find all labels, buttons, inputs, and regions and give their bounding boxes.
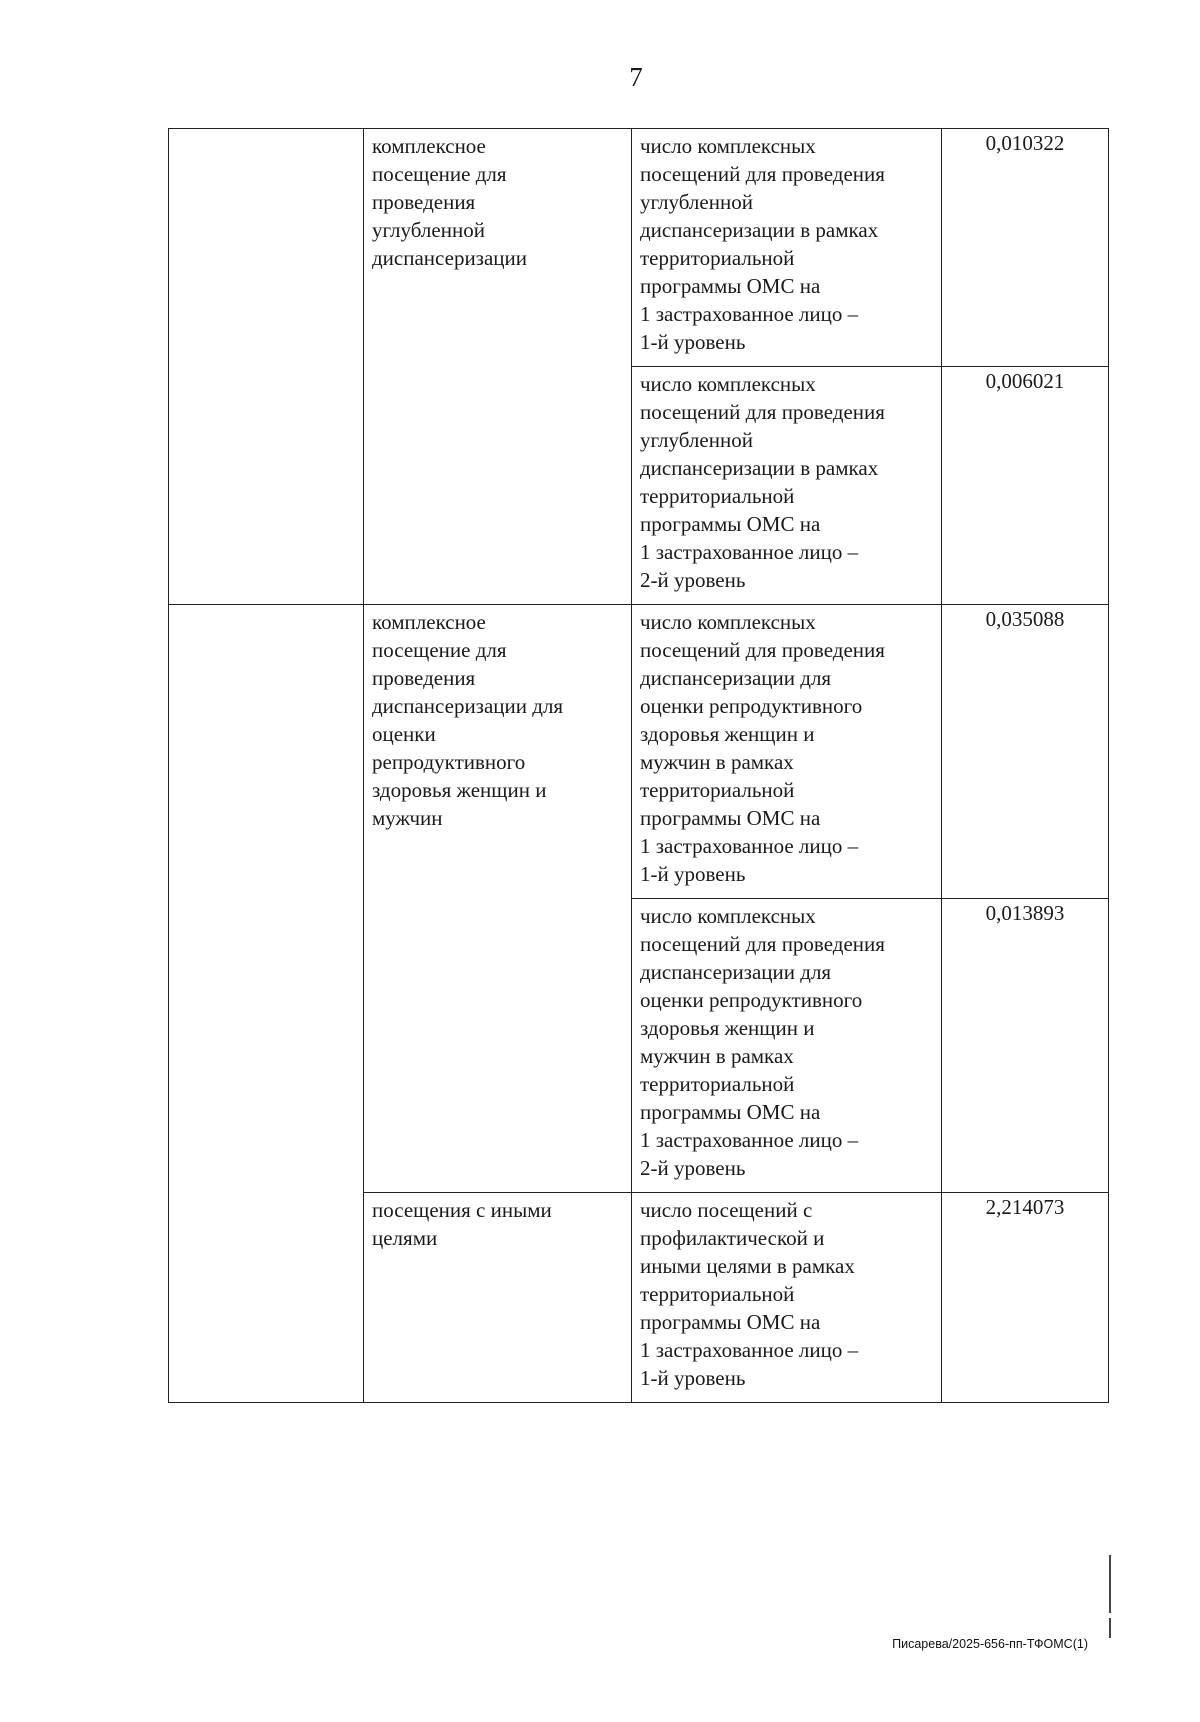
table-row: [169, 129, 1109, 367]
scan-margin-mark: [1109, 1555, 1111, 1613]
description-cell: число комплексных посещений для проведения диспансеризации для оценки репродуктивного здоровья женщин и мужчин в рамках территориальной программы ОМС на 1 застрахованное лицо – 2-й уровень: [632, 899, 942, 1193]
value-cell: 0,013893: [942, 899, 1109, 1193]
scan-margin-mark: [1109, 1618, 1111, 1638]
empty-first-column-cell: [169, 129, 364, 605]
value-cell: 0,006021: [942, 367, 1109, 605]
description-cell: число комплексных посещений для проведения углубленной диспансеризации в рамках территориальной программы ОМС на 1 застрахованное лицо – 1-й уровень: [632, 129, 942, 367]
description-cell: число комплексных посещений для проведения углубленной диспансеризации в рамках территориальной программы ОМС на 1 застрахованное лицо – 2-й уровень: [632, 367, 942, 605]
value-cell: 0,010322: [942, 129, 1109, 367]
indicator-table: [168, 128, 1109, 1403]
category-cell: посещения с иными целями: [364, 1193, 632, 1403]
category-cell: комплексное посещение для проведения углубленной диспансеризации: [364, 129, 632, 605]
page-number: 7: [629, 62, 643, 92]
empty-first-column-cell: [169, 605, 364, 1403]
category-cell: комплексное посещение для проведения диспансеризации для оценки репродуктивного здоровья женщин и мужчин: [364, 605, 632, 1193]
description-cell: число комплексных посещений для проведения диспансеризации для оценки репродуктивного здоровья женщин и мужчин в рамках территориальной программы ОМС на 1 застрахованное лицо – 1-й уровень: [632, 605, 942, 899]
value-cell: 2,214073: [942, 1193, 1109, 1403]
indicator-table-wrapper: [168, 128, 1108, 1403]
table-row: [169, 605, 1109, 899]
description-cell: число посещений с профилактической и иными целями в рамках территориальной программы ОМС на 1 застрахованное лицо – 1-й уровень: [632, 1193, 942, 1403]
value-cell: 0,035088: [942, 605, 1109, 899]
document-code: Писарева/2025-656-пп-ТФОМС(1): [892, 1637, 1088, 1651]
